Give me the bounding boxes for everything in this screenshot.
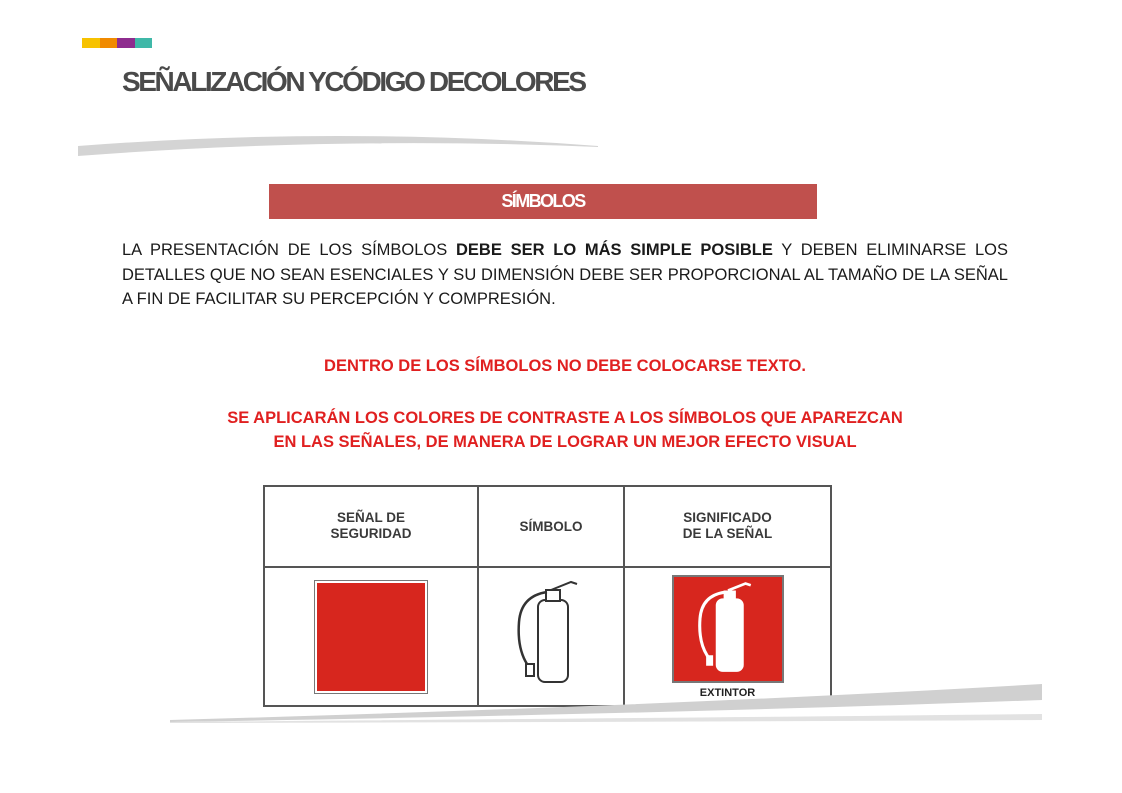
table-header-cell: [264, 486, 478, 567]
table-header-cell: [624, 486, 831, 567]
paragraph-text-2: Y DEBEN ELIMINARSE LOS DETALLES QUE NO SEAN ESENCIALES Y SU DIMENSIÓN DEBE SER PROPORCIONAL AL TAMAÑO DE LA SEÑAL A FIN DE FACILITAR SU PERCEPCIÓN Y COMPRESIÓN.: [122, 241, 1008, 308]
table-header-row: [264, 486, 831, 567]
section-banner: SÍMBOLOS: [269, 184, 817, 219]
strip-yellow: [82, 38, 100, 48]
decorative-swoosh-bottom: [170, 676, 1045, 724]
header-meaning: SIGNIFICADO DE LA SEÑAL: [682, 510, 773, 541]
paragraph-emphasis: DEBE SER LO MÁS SIMPLE POSIBLE: [456, 241, 773, 259]
note-contrast-line-1: SE APLICARÁN LOS COLORES DE CONTRASTE A LOS SÍMBOLOS QUE APAREZCAN: [227, 409, 903, 427]
page-title: SEÑALIZACIÓN YCÓDIGO DECOLORES: [122, 66, 585, 97]
table-header-cell: [478, 486, 624, 567]
body-paragraph: [122, 238, 1008, 312]
note-contrast-colors: [122, 406, 1008, 454]
strip-teal: [135, 38, 153, 48]
extinguisher-caption: EXTINTOR: [699, 686, 756, 699]
strip-orange: [100, 38, 118, 48]
fire-extinguisher-icon: [692, 580, 764, 678]
note-no-text: DENTRO DE LOS SÍMBOLOS NO DEBE COLOCARSE TEXTO.: [324, 357, 806, 375]
brand-color-strip: [82, 38, 152, 48]
header-safety-sign: SEÑAL DE SEGURIDAD: [330, 510, 412, 541]
strip-purple: [117, 38, 135, 48]
fire-extinguisher-icon: [511, 578, 591, 690]
extinguisher-sign-panel: [672, 575, 784, 683]
symbol-example-table: [263, 485, 832, 707]
header-symbol: SÍMBOLO: [519, 518, 583, 534]
safety-sign-red-square: [317, 583, 425, 691]
decorative-swoosh-top: [78, 132, 598, 158]
note-contrast-line-2: EN LAS SEÑALES, DE MANERA DE LOGRAR UN MEJOR EFECTO VISUAL: [273, 433, 857, 451]
paragraph-text-1: LA PRESENTACIÓN DE LOS SÍMBOLOS: [122, 241, 457, 259]
